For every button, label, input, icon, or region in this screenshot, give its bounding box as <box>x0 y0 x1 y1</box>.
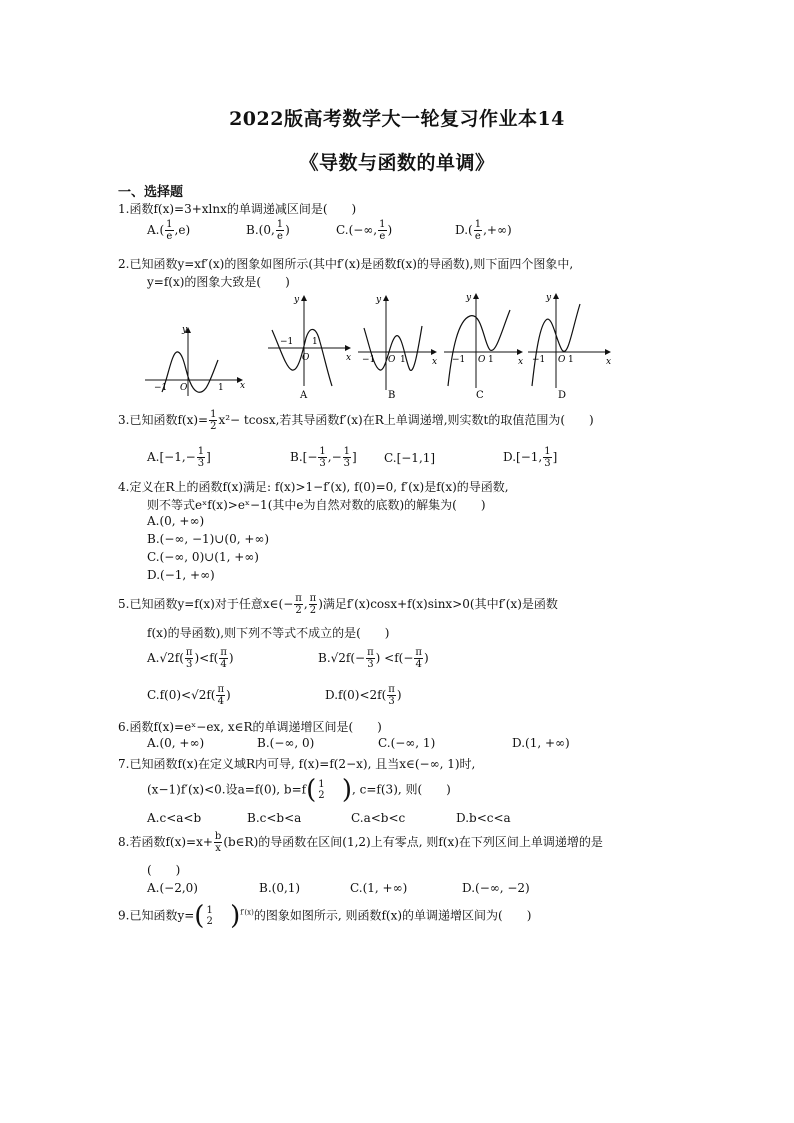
q4-option-c: C.(−∞, 0)∪(1, +∞) <box>147 550 259 564</box>
svg-text:x: x <box>432 357 438 367</box>
option-c-label: C <box>476 390 484 401</box>
axis-y-label: y <box>182 325 188 335</box>
question-1-stem: 1.函数f(x)=3+xlnx的单调递减区间是( ) <box>118 202 357 216</box>
page-title: 2022版高考数学大一轮复习作业本14 <box>229 108 565 130</box>
svg-text:y: y <box>294 295 300 305</box>
q3-option-c: C.[−1,1] <box>384 451 436 465</box>
q5-option-b: B.√2f(− $\frac{\pi}{3}$ ) <f(− $\frac{\pi}{4}$ ) <box>318 647 429 670</box>
svg-text:x: x <box>606 357 612 367</box>
q8-option-b: B.(0,1) <box>259 881 301 895</box>
question-4-line-2: 则不等式eˣf(x)>eˣ−1(其中e为自然对数的底数)的解集为( ) <box>147 498 486 512</box>
q5-option-c: C.f(0)<√2f( $\frac{\pi}{4}$ ) <box>147 684 231 707</box>
question-7-line-1: 7.已知函数f(x)在定义域R内可导, f(x)=f(2−x), 且当x∈(−∞, 1)时, <box>118 757 476 771</box>
question-5-line-2: f(x)的导函数),则下列不等式不成立的是( ) <box>147 626 390 640</box>
svg-text:x: x <box>518 357 524 367</box>
question-8-line-1: 8.若函数f(x)=x+ $\frac{b}{x}$ (b∈R)的导函数在区间(1,2)上有零点, 则f(x)在下列区间上单调递增的是 <box>118 831 603 854</box>
q1-option-d: D.( $\frac{1}{e}$ ,+∞) <box>455 219 512 242</box>
given-graph <box>145 325 245 396</box>
svg-text:y: y <box>466 293 472 303</box>
question-2-line-2: y=f(x)的图象大致是( ) <box>147 275 290 289</box>
q5-option-d: D.f(0)<2f( $\frac{\pi}{3}$ ) <box>325 684 402 707</box>
axis-x-label: x <box>240 381 246 391</box>
q8-option-d: D.(−∞, −2) <box>462 881 530 895</box>
option-d-label: D <box>558 390 567 401</box>
svg-text:−1: −1 <box>280 337 294 347</box>
q6-option-b: B.(−∞, 0) <box>257 736 315 750</box>
section-heading: 一、选择题 <box>118 185 184 200</box>
option-b-label: B <box>388 390 396 401</box>
question-8-line-2: ( ) <box>147 863 181 877</box>
q1-option-c: C.(−∞, $\frac{1}{e}$ ) <box>336 219 393 242</box>
svg-text:x: x <box>346 353 352 363</box>
q1-option-a: A.( $\frac{1}{e}$ ,e) <box>147 219 191 242</box>
svg-text:1: 1 <box>400 355 406 365</box>
q7-option-d: D.b<c<a <box>456 811 511 825</box>
option-c-graph <box>444 293 523 401</box>
q1-option-b: B.(0, $\frac{1}{e}$ ) <box>246 219 290 242</box>
option-d-graph <box>528 293 611 401</box>
question-4-line-1: 4.定义在R上的函数f(x)满足: f(x)>1−f′(x), f(0)=0, f′(x)是f(x)的导函数, <box>118 480 509 494</box>
svg-text:y: y <box>546 293 552 303</box>
q3-option-a: A.[−1,− $\frac{1}{3}$ ] <box>147 446 211 469</box>
svg-text:O: O <box>302 353 310 363</box>
origin-label: O <box>180 383 188 393</box>
q8-option-c: C.(1, +∞) <box>350 881 408 895</box>
page-subtitle: 《导数与函数的单调》 <box>299 152 495 174</box>
q4-option-d: D.(−1, +∞) <box>147 568 215 582</box>
option-b-graph <box>358 295 437 401</box>
svg-text:O: O <box>558 355 566 365</box>
question-6-stem: 6.函数f(x)=eˣ−ex, x∈R的单调递增区间是( ) <box>118 720 382 734</box>
q6-option-c: C.(−∞, 1) <box>378 736 436 750</box>
option-a-label: A <box>300 390 308 401</box>
q2-figures <box>140 290 620 402</box>
q3-option-d: D.[−1, $\frac{1}{3}$ ] <box>503 446 558 469</box>
question-9-stem: 9.已知函数y=( 1 2 )$^{f'(x)}$的图象如图所示, 则函数f(x)的单调递增区间为( ) <box>118 901 532 931</box>
q4-option-a: A.(0, +∞) <box>147 514 205 528</box>
question-2-line-1: 2.已知函数y=xf′(x)的图象如图所示(其中f′(x)是函数f(x)的导函数),则下面四个图象中, <box>118 257 574 271</box>
svg-text:1: 1 <box>312 337 318 347</box>
svg-text:y: y <box>376 295 382 305</box>
svg-text:−1: −1 <box>452 355 466 365</box>
option-a-graph <box>268 295 351 401</box>
svg-text:O: O <box>388 355 396 365</box>
svg-text:−1: −1 <box>532 355 546 365</box>
q7-option-a: A.c<a<b <box>147 811 202 825</box>
q3-option-b: B.[− $\frac{1}{3}$ ,− $\frac{1}{3}$ ] <box>290 446 357 469</box>
q6-option-a: A.(0, +∞) <box>147 736 205 750</box>
tick-1: 1 <box>218 383 224 393</box>
q6-option-d: D.(1, +∞) <box>512 736 570 750</box>
q7-option-c: C.a<b<c <box>351 811 406 825</box>
question-5-line-1: 5.已知函数y=f(x)对于任意x∈(− $\frac{\pi}{2}$ , $\frac{\pi}{2}$ )满足f′(x)cosx+f(x)sinx>0(其中f′(x)是函数 <box>118 593 558 616</box>
svg-text:−1: −1 <box>362 355 376 365</box>
svg-text:O: O <box>478 355 486 365</box>
question-7-line-2: (x−1)f′(x)<0.设a=f(0), b=f( 1 2 ), c=f(3), 则( ) <box>147 775 451 805</box>
svg-text:1: 1 <box>488 355 494 365</box>
q7-option-b: B.c<b<a <box>247 811 302 825</box>
q4-option-b: B.(−∞, −1)∪(0, +∞) <box>147 532 270 546</box>
question-3-stem: 3.已知函数f(x)= $\frac{1}{2}$ x²− tcosx,若其导函数f′(x)在R上单调递增,则实数t的取值范围为( ) <box>118 409 594 432</box>
svg-text:1: 1 <box>568 355 574 365</box>
tick-minus-1: −1 <box>154 383 168 393</box>
q5-option-a: A.√2f( $\frac{\pi}{3}$ )<f( $\frac{\pi}{4}$ ) <box>147 647 234 670</box>
q8-option-a: A.(−2,0) <box>147 881 198 895</box>
